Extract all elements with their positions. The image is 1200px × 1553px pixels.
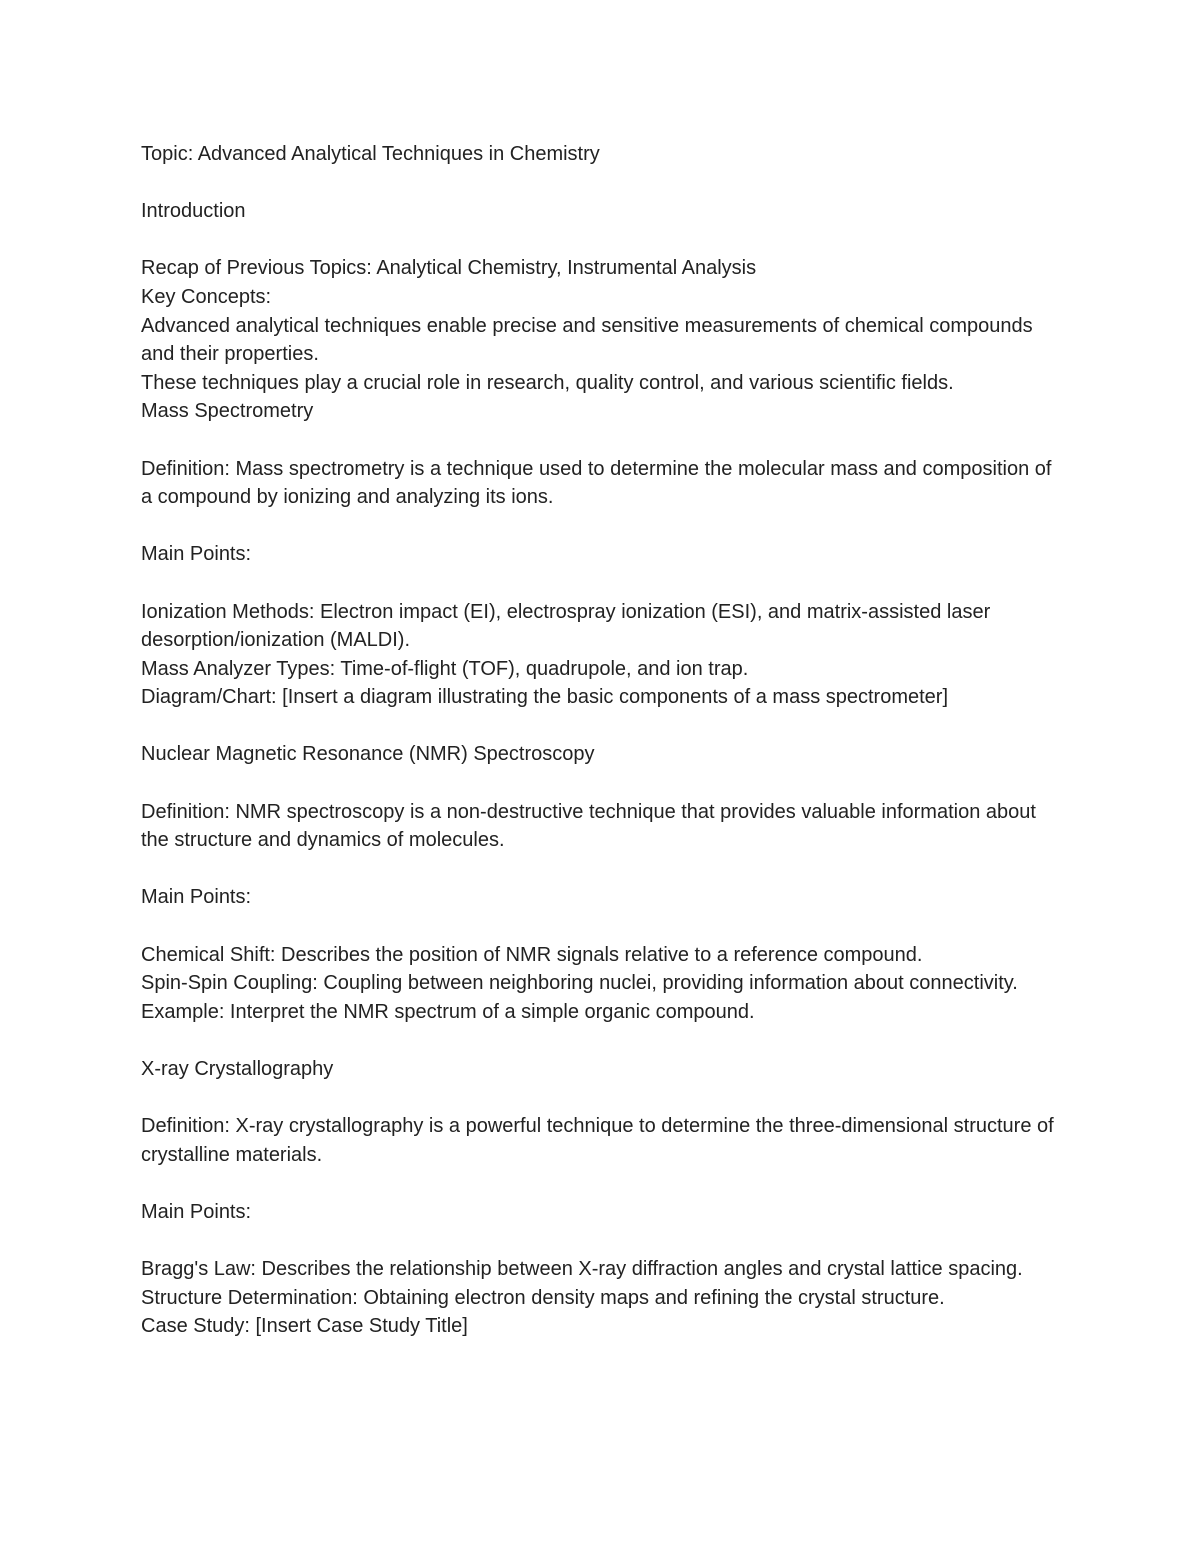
spacer — [141, 226, 1066, 255]
mass-spec-point-2: Mass Analyzer Types: Time-of-flight (TOF), quadrupole, and ion trap. — [141, 657, 749, 680]
key-concepts-label: Key Concepts: — [141, 285, 272, 308]
xray-point-1: Bragg's Law: Describes the relationship between X-ray diffraction angles and crystal lattice spacing. — [141, 1258, 1023, 1281]
spacer — [141, 169, 1066, 198]
key-concept-1: Advanced analytical techniques enable precise and sensitive measurements of chemical compounds and their properties. — [141, 314, 1033, 366]
spacer — [141, 512, 1066, 541]
nmr-definition: Definition: NMR spectroscopy is a non-destructive technique that provides valuable information about the structure and dynamics of molecules. — [141, 800, 1036, 852]
introduction-heading: Introduction — [141, 200, 246, 223]
nmr-point-2: Spin-Spin Coupling: Coupling between neighboring nuclei, providing information about connectivity. — [141, 972, 1018, 995]
xray-definition: Definition: X-ray crystallography is a powerful technique to determine the three-dimensional structure of crystalline materials. — [141, 1115, 1054, 1166]
spacer — [141, 712, 1066, 741]
nmr-heading: Nuclear Magnetic Resonance (NMR) Spectroscopy — [141, 743, 595, 766]
nmr-main-points-label: Main Points: — [141, 886, 252, 909]
xray-point-2: Structure Determination: Obtaining electron density maps and refining the crystal structure. — [141, 1286, 945, 1309]
xray-point-3: Case Study: [Insert Case Study Title] — [141, 1315, 468, 1338]
spacer — [141, 912, 1066, 941]
spacer — [141, 855, 1066, 884]
key-concept-2: These techniques play a crucial role in research, quality control, and various scientific fields. — [141, 371, 954, 394]
spacer — [141, 1227, 1066, 1256]
document-body — [141, 140, 1066, 1341]
spacer — [141, 769, 1066, 798]
mass-spec-point-3: Diagram/Chart: [Insert a diagram illustrating the basic components of a mass spectrometer] — [141, 686, 949, 709]
mass-spec-point-1: Ionization Methods: Electron impact (EI), electrospray ionization (ESI), and matrix-assisted laser desorption/ionization (MALDI). — [141, 600, 991, 652]
nmr-point-3: Example: Interpret the NMR spectrum of a simple organic compound. — [141, 1000, 755, 1023]
recap-line: Recap of Previous Topics: Analytical Chemistry, Instrumental Analysis — [141, 257, 757, 280]
topic-title: Topic: Advanced Analytical Techniques in Chemistry — [141, 143, 600, 165]
nmr-point-1: Chemical Shift: Describes the position of NMR signals relative to a reference compound. — [141, 943, 923, 966]
spacer — [141, 426, 1066, 455]
xray-heading: X-ray Crystallography — [141, 1058, 334, 1080]
mass-spec-main-points-label: Main Points: — [141, 543, 252, 566]
spacer — [141, 1169, 1066, 1198]
spacer — [141, 1084, 1066, 1113]
mass-spec-heading: Mass Spectrometry — [141, 400, 314, 423]
spacer — [141, 569, 1066, 598]
spacer — [141, 1026, 1066, 1055]
xray-main-points-label: Main Points: — [141, 1200, 252, 1223]
mass-spec-definition: Definition: Mass spectrometry is a technique used to determine the molecular mass and composition of a compound by ionizing and analyzing its ions. — [141, 457, 1052, 509]
